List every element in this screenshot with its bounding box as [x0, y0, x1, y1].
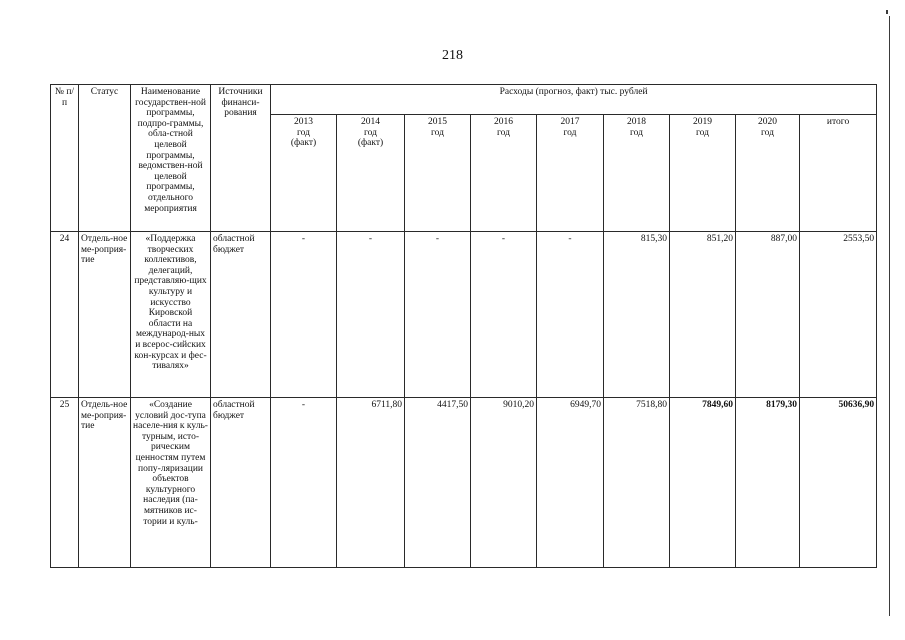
header-total: итого	[800, 115, 877, 232]
header-expenses: Расходы (прогноз, факт) тыс. рублей	[271, 85, 877, 115]
header-year-unit: год	[563, 127, 577, 138]
row-value: -	[271, 232, 337, 398]
header-row	[51, 85, 877, 115]
row-value: 6711,80	[337, 398, 405, 568]
header-year: 2019	[693, 117, 712, 127]
row-status: Отдель-ное ме-роприя-тие	[79, 398, 131, 568]
header-year: 2020	[758, 117, 777, 127]
row-value: -	[537, 232, 604, 398]
row-value: 7518,80	[604, 398, 670, 568]
row-value: 6949,70	[537, 398, 604, 568]
header-year-cell	[405, 115, 471, 232]
row-total: 50636,90	[800, 398, 877, 568]
budget-table	[50, 84, 877, 568]
table-row	[51, 232, 877, 398]
header-name: Наименование государствен-ной программы, подпро-граммы, обла-стной целевой программы, ведомствен-ной целевой программы, отдельного мероприятия	[131, 85, 211, 232]
header-year-cell	[604, 115, 670, 232]
row-source: областной бюджет	[211, 232, 271, 398]
row-source: областной бюджет	[211, 398, 271, 568]
row-value: -	[405, 232, 471, 398]
header-year-unit: год	[761, 127, 774, 138]
header-year-note: (факт)	[290, 138, 317, 149]
row-total: 2553,50	[800, 232, 877, 398]
row-value: 4417,50	[405, 398, 471, 568]
row-value: -	[337, 232, 405, 398]
header-year-cell	[537, 115, 604, 232]
page-number: 218	[442, 48, 463, 63]
header-year-cell	[670, 115, 736, 232]
header-year-unit: год	[297, 127, 310, 138]
header-year-cell	[471, 115, 537, 232]
header-year-unit: год	[497, 127, 510, 138]
header-year: 2016	[494, 117, 513, 127]
scan-edge-tick	[886, 10, 888, 14]
row-status: Отдель-ное ме-роприя-тие	[79, 232, 131, 398]
header-year: 2015	[428, 117, 447, 127]
header-year: 2018	[627, 117, 646, 127]
header-year: 2017	[560, 117, 580, 127]
row-value: 9010,20	[471, 398, 537, 568]
header-year-unit: год	[431, 127, 444, 138]
header-source: Источники финанси-рования	[211, 85, 271, 232]
row-value: -	[471, 232, 537, 398]
row-value: 887,00	[736, 232, 800, 398]
header-year-cell	[337, 115, 405, 232]
header-year-unit: год	[630, 127, 643, 138]
row-value: 7849,60	[670, 398, 736, 568]
header-year-note: (факт)	[357, 138, 384, 149]
header-year-cell	[271, 115, 337, 232]
row-name: «Поддержка творческих коллективов, делегаций, представляю-щих культуру и искусство Кировской области на международ-ных и всерос-сийских кон-курсах и фес-тивалях»	[131, 232, 211, 398]
header-num: № п/п	[51, 85, 79, 232]
header-year-unit: год	[364, 127, 377, 138]
row-name: «Создание условий дос-тупа населе-ния к куль-турным, исто-рическим ценностям путем попу-ляризации объектов культурного наследия (па-мятников ис-тории и куль-	[131, 398, 211, 568]
scan-edge-line	[889, 16, 890, 616]
row-num: 24	[51, 232, 79, 398]
header-status: Статус	[79, 85, 131, 232]
row-value: 851,20	[670, 232, 736, 398]
table-row	[51, 398, 877, 568]
row-value: 8179,30	[736, 398, 800, 568]
row-value: -	[271, 398, 337, 568]
header-year-unit: год	[696, 127, 709, 138]
row-num: 25	[51, 398, 79, 568]
header-year: 2014	[361, 117, 380, 127]
header-year: 2013	[294, 117, 313, 127]
header-year-cell	[736, 115, 800, 232]
row-value: 815,30	[604, 232, 670, 398]
